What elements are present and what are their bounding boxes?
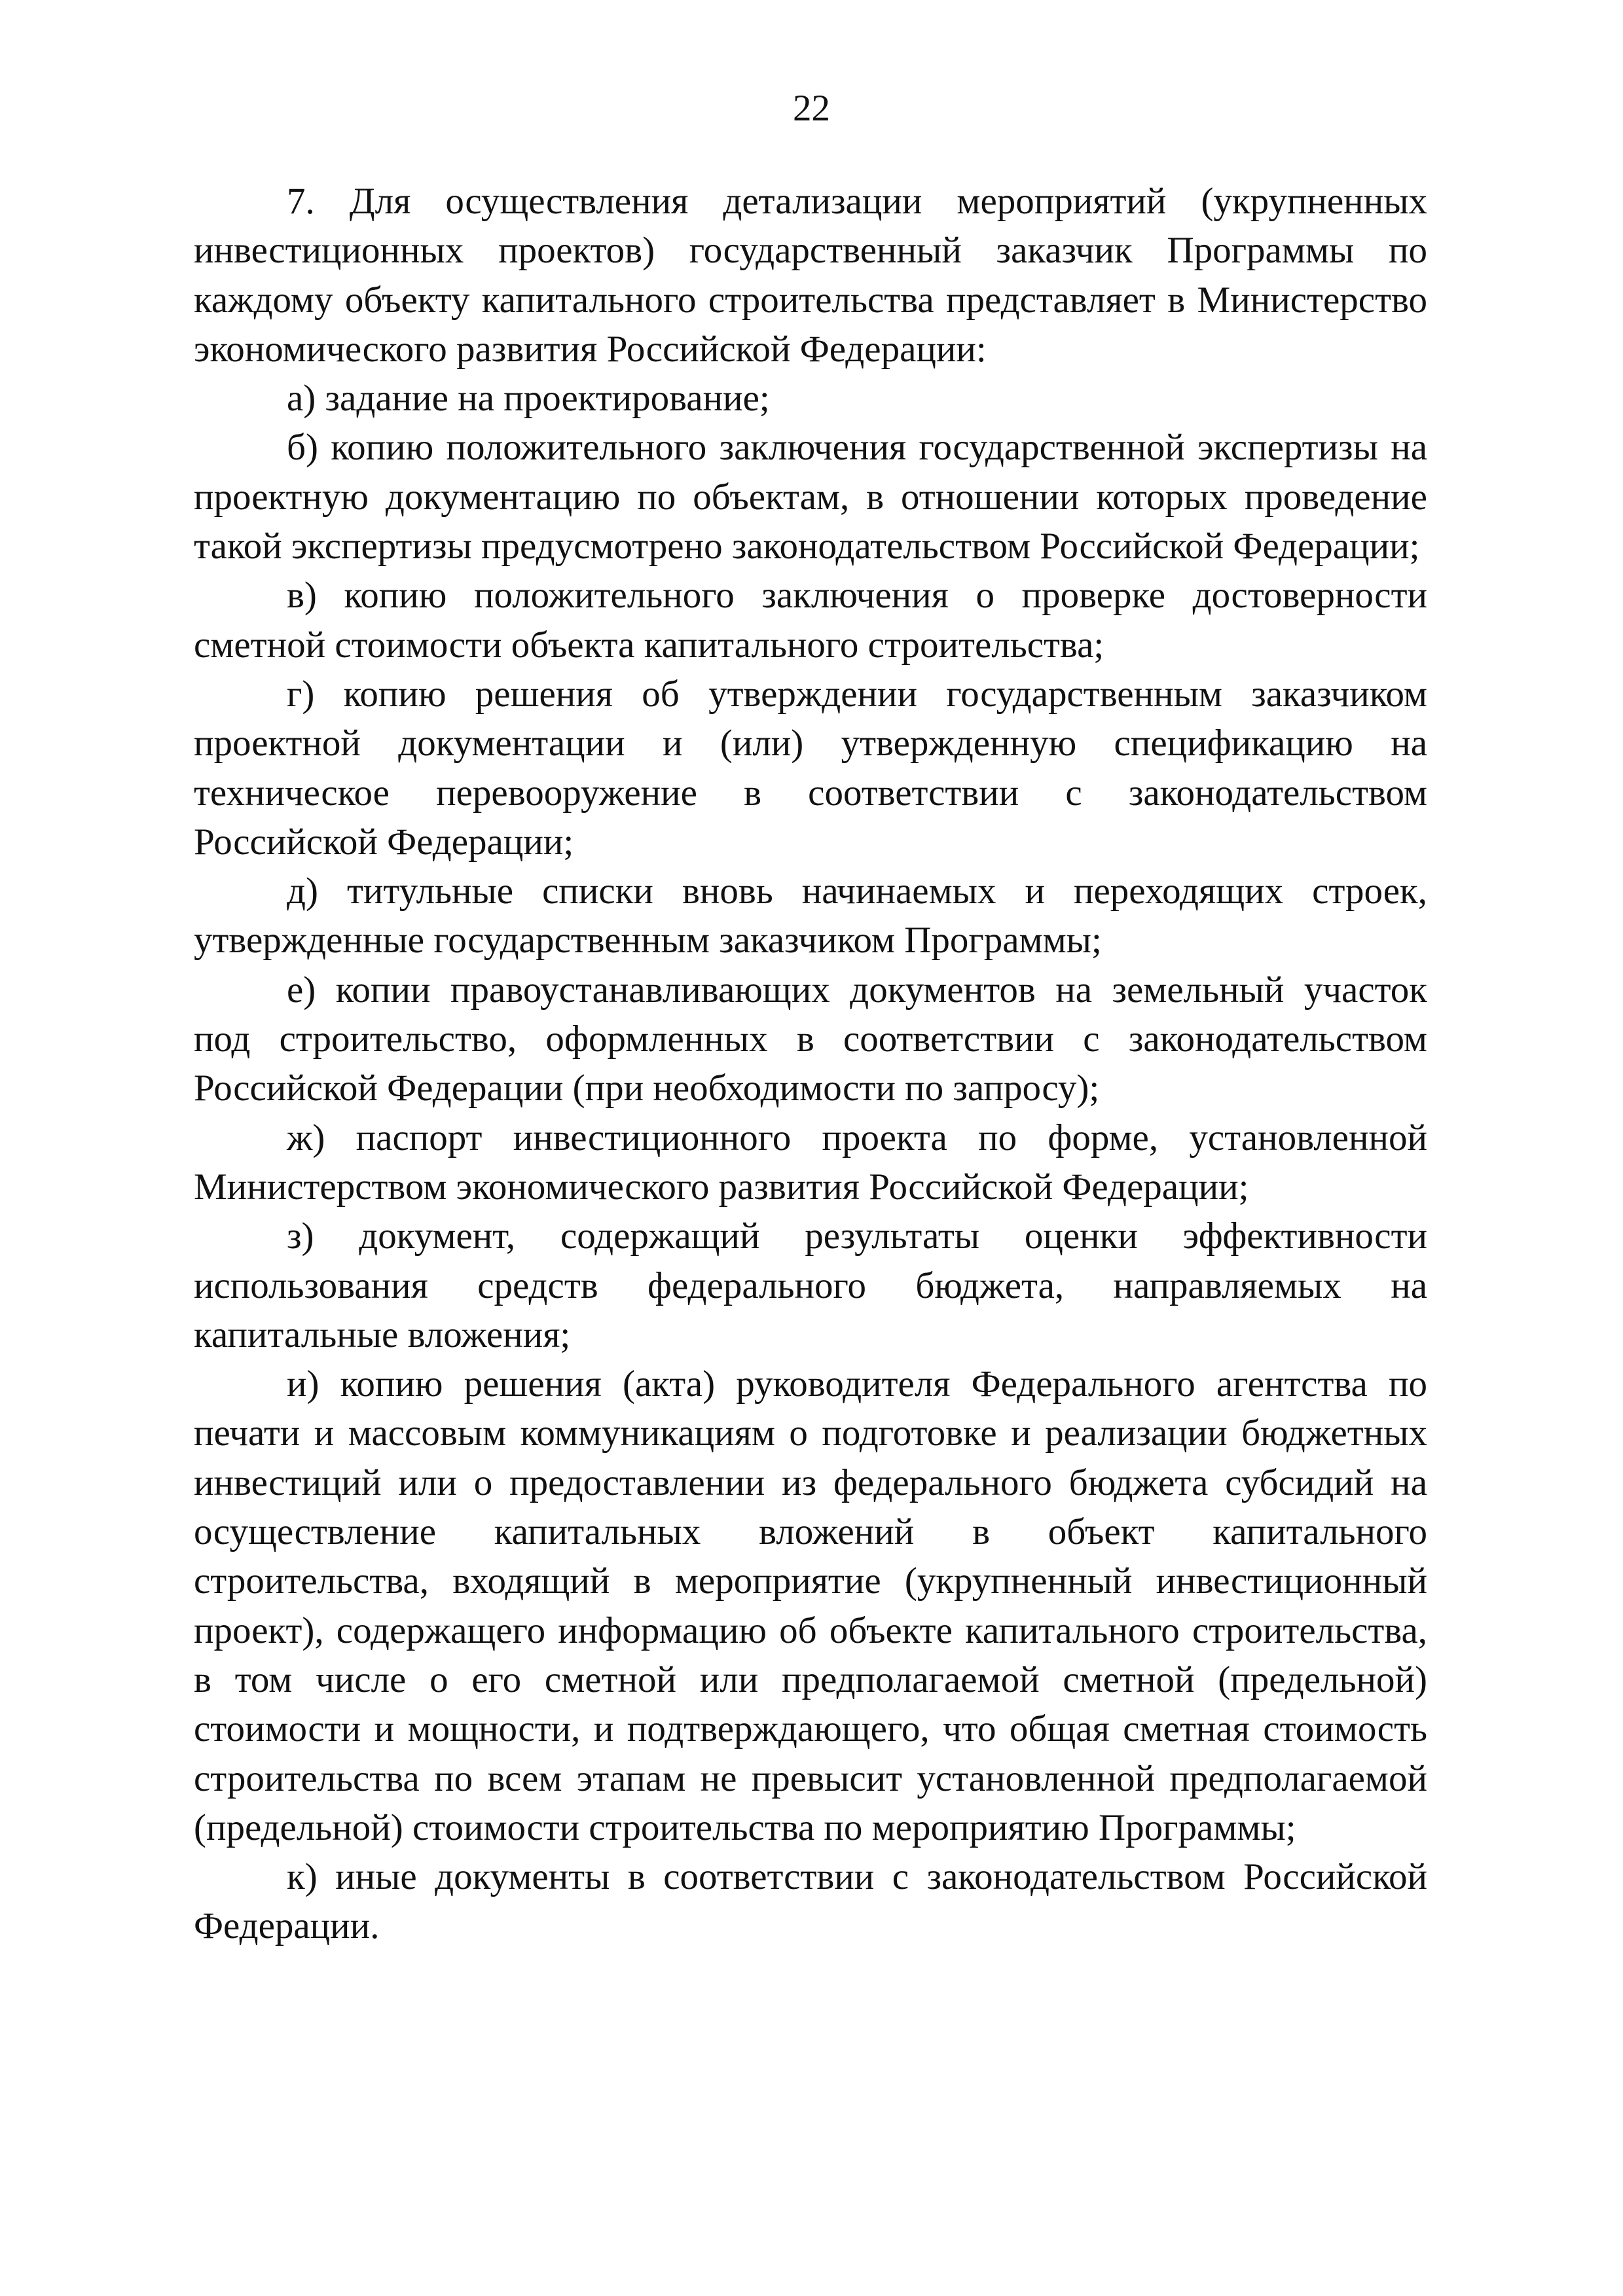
paragraph-subitem-a: а) задание на проектирование; [287,378,770,420]
page-number: 22 [793,88,830,129]
paragraph-subitem-i: и) копию решения (акта) руководителя Федерального агентства по печати и массовым коммуникациям о подготовке и реализации бюджетных инвестиций или о предоставлении из федерального бюджета субсидий на осуществление капитальных вложений в объект капитального строительства, входящий в мероприятие (укрупненный инвестиционный проект), содержащего информацию об объекте капитального строительства, в том числе о его сметной или предполагаемой сметной (предельной) стоимости и мощности, и подтверждающего, что общая сметная стоимость строительства по всем этапам не превысит установленной предполагаемой (предельной) стоимости строительства по мероприятию Программы; [194,1363,1427,1848]
paragraph-subitem-d: д) титульные списки вновь начинаемых и переходящих строек, утвержденные государственным заказчиком Программы; [194,870,1427,961]
paragraph-subitem-k: к) иные документы в соответствии с законодательством Российской Федерации. [194,1856,1427,1947]
paragraph-item-7: 7. Для осуществления детализации мероприятий (укрупненных инвестиционных проектов) государственный заказчик Программы по каждому объекту капитального строительства представляет в Министерство экономического развития Российской Федерации: [194,181,1427,370]
document-body [194,177,1427,1951]
paragraph-subitem-zh: ж) паспорт инвестиционного проекта по форме, установленной Министерством экономического развития Российской Федерации; [194,1117,1427,1208]
paragraph-subitem-v: в) копию положительного заключения о проверке достоверности сметной стоимости объекта капитального строительства; [194,575,1427,666]
paragraph-subitem-g: г) копию решения об утверждении государственным заказчиком проектной документации и (или) утвержденную спецификацию на техническое перевооружение в соответствии с законодательством Российской Федерации; [194,673,1427,863]
paragraph-subitem-e: е) копии правоустанавливающих документов на земельный участок под строительство, оформленных в соответствии с законодательством Российской Федерации (при необходимости по запросу); [194,969,1427,1109]
paragraph-subitem-b: б) копию положительного заключения государственной экспертизы на проектную документацию по объектам, в отношении которых проведение такой экспертизы предусмотрено законодательством Российской Федерации; [194,427,1427,567]
paragraph-subitem-z: з) документ, содержащий результаты оценки эффективности использования средств федерального бюджета, направляемых на капитальные вложения; [194,1215,1427,1355]
